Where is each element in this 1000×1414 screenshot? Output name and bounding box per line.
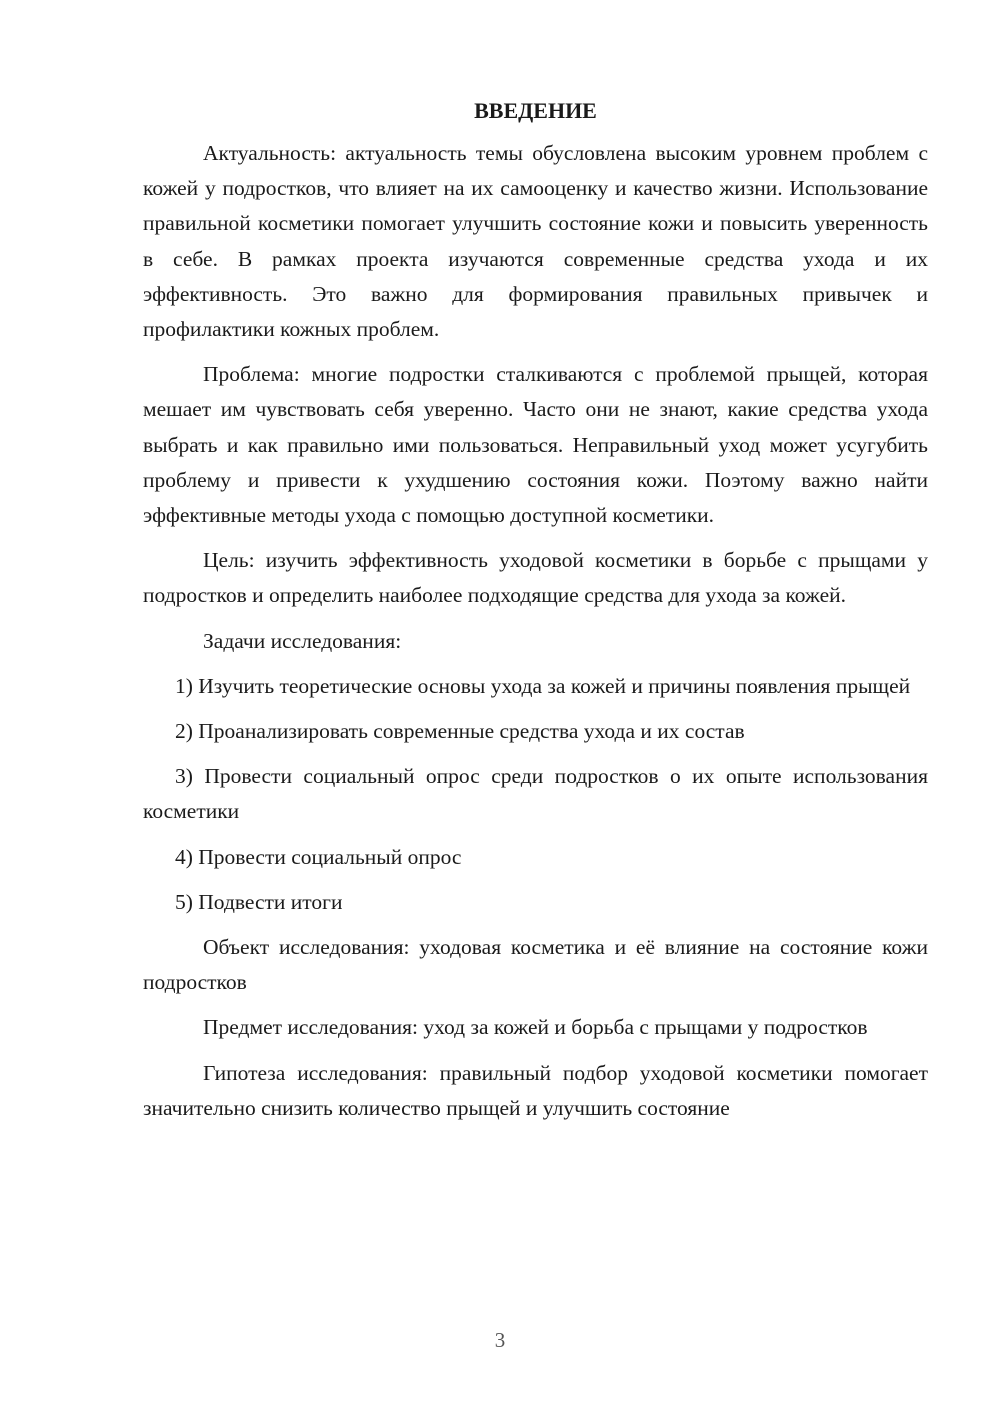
task-item-2: 2) Проанализировать современные средства ухода и их состав xyxy=(175,719,745,744)
task-item-4: 4) Провести социальный опрос xyxy=(175,844,462,869)
section-heading: ВВЕДЕНИЕ xyxy=(474,98,597,123)
paragraph-problem: Проблема: многие подростки сталкиваются с проблемой прыщей, которая мешает им чувствовать себя уверенно. Часто они не знают, какие средства ухода выбрать и как правильно ими пользоваться. Неправильный уход может усугубить проблему и привести к ухудшению состояния кожи. Поэтому важно найти эффективные методы ухода с помощью доступной косметики. xyxy=(143,362,928,528)
paragraph-relevance: Актуальность: актуальность темы обусловлена высоким уровнем проблем с кожей у подростков, что влияет на их самооценку и качество жизни. Использование правильной косметики помогает улучшить состояние кожи и повысить уверенность в себе. В рамках проекта изучаются современные средства ухода и их эффективность. Это важно для формирования правильных привычек и профилактики кожных проблем. xyxy=(143,141,928,342)
paragraph-goal: Цель: изучить эффективность уходовой косметики в борьбе с прыщами у подростков и определить наиболее подходящие средства для ухода за кожей. xyxy=(143,548,928,608)
paragraph-hypothesis: Гипотеза исследования: правильный подбор уходовой косметики помогает значительно снизить количество прыщей и улучшить состояние xyxy=(143,1060,928,1120)
tasks-title: Задачи исследования: xyxy=(203,628,402,653)
paragraph-subject: Предмет исследования: уход за кожей и борьба с прыщами у подростков xyxy=(203,1015,868,1040)
task-item-3: 3) Провести социальный опрос среди подростков о их опыте использования косметики xyxy=(143,764,928,824)
task-item-1: 1) Изучить теоретические основы ухода за кожей и причины появления прыщей xyxy=(175,673,911,698)
document-page xyxy=(143,96,928,1136)
task-item-5: 5) Подвести итоги xyxy=(175,889,343,914)
page-number: 3 xyxy=(494,1328,506,1352)
paragraph-object: Объект исследования: уходовая косметика и её влияние на состояние кожи подростков xyxy=(143,935,928,995)
